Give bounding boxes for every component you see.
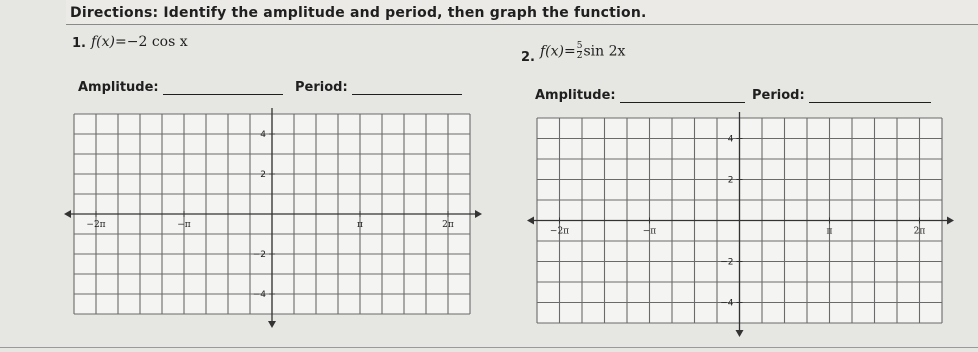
problem-1-number: 1. (72, 36, 86, 51)
problem-2-amplitude-label: Amplitude: (535, 88, 616, 103)
problem-2-x-tick-label: −2π (549, 226, 570, 237)
problem-2-graph[interactable] (525, 108, 975, 340)
problem-1-graph[interactable] (60, 100, 500, 340)
directions-text: Directions: Identify the amplitude and period, then graph the function. (70, 5, 647, 21)
problem-2-amplitude-row (535, 88, 745, 103)
problem-1-y-tick-label: 2 (260, 170, 266, 180)
problem-1-y-axis-down-arrow (268, 321, 276, 328)
problem-2-fraction (577, 42, 583, 61)
problem-2-x-tick-label: 2π (913, 226, 926, 237)
problem-2-x-tick-label: π (826, 226, 833, 237)
problem-2-frac-num: 5 (576, 41, 583, 51)
problem-1-y-tick-label: −2 (252, 250, 266, 260)
problem-1-amplitude-blank[interactable] (163, 82, 283, 95)
problem-1-x-tick-label: −2π (86, 220, 106, 230)
problem-1-period-row (295, 80, 462, 95)
problem-2-frac-den: 2 (576, 51, 583, 61)
problem-2-period-blank[interactable] (809, 90, 931, 103)
problem-1-x-tick-label: 2π (442, 220, 454, 230)
problem-2-amplitude-blank[interactable] (620, 90, 745, 103)
problem-1-y-tick-label: 4 (260, 130, 266, 140)
page-bottom-rule (0, 347, 978, 348)
problem-1-function-rhs: =−2 cos x (115, 34, 188, 50)
problem-2-y-axis-down-arrow (736, 330, 744, 337)
problem-1-x-tick-label: π (357, 220, 363, 230)
problem-2-function-pre: = (564, 43, 576, 60)
problem-2-x-axis-right-arrow (947, 217, 954, 225)
problem-2-period-label: Period: (752, 88, 805, 103)
problem-1-function (91, 34, 188, 50)
problem-1-period-blank[interactable] (352, 82, 462, 95)
problem-2-y-tick-label: 4 (727, 134, 734, 145)
problem-2-y-tick-label: −2 (720, 257, 734, 268)
problem-2-function-post: sin 2x (583, 43, 626, 60)
problem-2-function-lhs: f(x) (540, 43, 565, 60)
problem-2-x-tick-label: −π (642, 226, 657, 237)
problem-1-x-axis-right-arrow (475, 210, 482, 218)
problem-1-amplitude-row (78, 80, 283, 95)
problem-1-x-tick-label: −π (177, 220, 191, 230)
problem-2-y-tick-label: −4 (720, 298, 734, 309)
problem-2-period-row (752, 88, 931, 103)
problem-2-x-axis-left-arrow (527, 217, 534, 225)
problem-1-y-tick-label: −4 (252, 290, 266, 300)
problem-1-x-axis-left-arrow (64, 210, 71, 218)
problem-1-amplitude-label: Amplitude: (78, 80, 159, 95)
problem-2-y-tick-label: 2 (727, 175, 734, 186)
problem-2-function (540, 42, 625, 61)
problem-1-period-label: Period: (295, 80, 348, 95)
problem-1-function-lhs: f(x) (91, 34, 116, 50)
problem-2-number: 2. (521, 50, 535, 65)
